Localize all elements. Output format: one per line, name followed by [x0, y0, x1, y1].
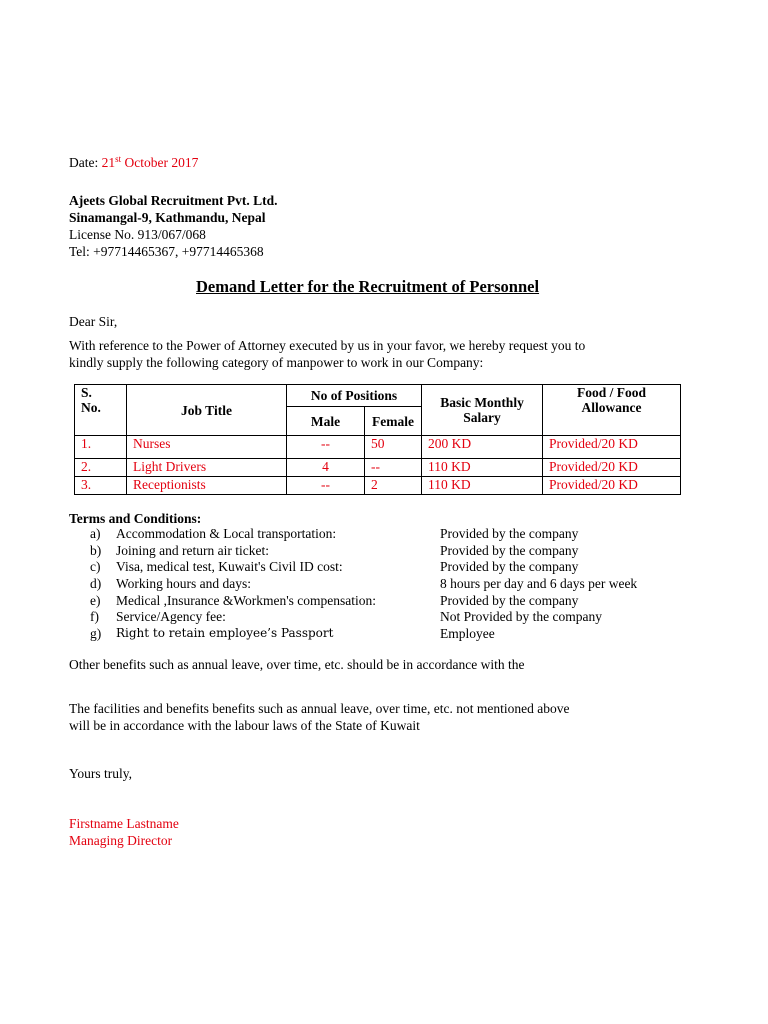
header-food: Food / Food Allowance: [543, 385, 681, 436]
cell-male: --: [287, 436, 365, 459]
table-row: [75, 436, 681, 459]
date-day: 21: [101, 155, 116, 170]
table-row: [75, 477, 681, 495]
salutation: Dear Sir,: [69, 314, 118, 329]
header-job-title: Job Title: [127, 385, 287, 436]
list-item: [90, 593, 690, 610]
term-label: Joining and return air ticket:: [116, 542, 269, 558]
cell-food: Provided/20 KD: [543, 477, 681, 495]
other-benefits: Other benefits such as annual leave, over time, etc. should be in accordance with the: [69, 657, 525, 672]
header-male: Male: [287, 407, 365, 436]
cell-sno: 3.: [75, 477, 127, 495]
intro-line-2: kindly supply the following category of manpower to work in our Company:: [69, 355, 484, 370]
term-letter: b): [90, 542, 102, 558]
term-letter: g): [90, 626, 102, 642]
intro-paragraph: [69, 337, 585, 371]
signatory-name: Firstname Lastname: [69, 816, 179, 831]
list-item: [90, 559, 690, 576]
term-value: Employee: [440, 626, 495, 642]
cell-salary: 110 KD: [422, 459, 543, 477]
recipient-tel: Tel: +97714465367, +97714465368: [69, 244, 264, 259]
cell-job: Receptionists: [127, 477, 287, 495]
term-label: Working hours and days:: [116, 576, 252, 592]
recipient-license: License No. 913/067/068: [69, 227, 206, 242]
header-salary: Basic Monthly Salary: [422, 385, 543, 436]
page-title: Demand Letter for the Recruitment of Personnel: [196, 277, 540, 296]
list-item: [90, 576, 690, 593]
cell-food: Provided/20 KD: [543, 459, 681, 477]
term-value: Provided by the company: [440, 542, 579, 558]
facilities-line-2: will be in accordance with the labour laws of the State of Kuwait: [69, 718, 420, 733]
term-value: Not Provided by the company: [440, 609, 602, 625]
cell-female: --: [365, 459, 422, 477]
date-rest: October 2017: [121, 155, 199, 170]
recipient-company: Ajeets Global Recruitment Pvt. Ltd.: [69, 193, 278, 208]
term-label: Service/Agency fee:: [116, 609, 226, 625]
header-female: Female: [365, 407, 422, 436]
term-value: 8 hours per day and 6 days per week: [440, 576, 638, 592]
facilities-line-1: The facilities and benefits benefits such as annual leave, over time, etc. not mentioned above: [69, 701, 570, 716]
list-item: [90, 526, 690, 543]
term-label: Medical ,Insurance &Workmen's compensation:: [116, 592, 377, 608]
term-value: Provided by the company: [440, 559, 579, 575]
date-suffix: st: [115, 154, 122, 164]
list-item: [90, 609, 690, 626]
list-item: [90, 626, 690, 643]
list-item: [90, 543, 690, 560]
signature-block: [69, 815, 179, 849]
terms-list: [90, 526, 690, 643]
facilities-paragraph: [69, 700, 569, 734]
term-letter: a): [90, 526, 101, 541]
term-label: Visa, medical test, Kuwait's Civil ID cost:: [116, 559, 343, 575]
signatory-position: Managing Director: [69, 833, 173, 848]
date-value: [102, 155, 199, 170]
cell-job: Nurses: [127, 436, 287, 459]
terms-heading: Terms and Conditions:: [69, 511, 202, 526]
date-line: [69, 154, 198, 171]
recipient-address: [69, 192, 277, 260]
term-letter: f): [90, 609, 99, 625]
cell-salary: 200 KD: [422, 436, 543, 459]
term-letter: d): [90, 576, 102, 592]
cell-food: Provided/20 KD: [543, 436, 681, 459]
cell-female: 2: [365, 477, 422, 495]
table-row: [75, 459, 681, 477]
closing: Yours truly,: [69, 766, 133, 781]
cell-salary: 110 KD: [422, 477, 543, 495]
header-sno: S. No.: [75, 385, 127, 436]
date-label: Date:: [69, 155, 102, 170]
cell-sno: 1.: [75, 436, 127, 459]
manpower-table: [74, 384, 681, 495]
cell-male: --: [287, 477, 365, 495]
term-label: Accommodation & Local transportation:: [116, 526, 337, 541]
term-label: Right to retain employee’s Passport: [116, 626, 334, 641]
term-value: Provided by the company: [440, 526, 579, 541]
intro-line-1: With reference to the Power of Attorney executed by us in your favor, we hereby request you to: [69, 338, 586, 353]
header-positions: No of Positions: [287, 385, 422, 407]
term-letter: e): [90, 592, 101, 608]
cell-job: Light Drivers: [127, 459, 287, 477]
recipient-address-line: Sinamangal-9, Kathmandu, Nepal: [69, 210, 266, 225]
term-letter: c): [90, 559, 101, 575]
cell-sno: 2.: [75, 459, 127, 477]
cell-female: 50: [365, 436, 422, 459]
cell-male: 4: [287, 459, 365, 477]
term-value: Provided by the company: [440, 592, 579, 608]
